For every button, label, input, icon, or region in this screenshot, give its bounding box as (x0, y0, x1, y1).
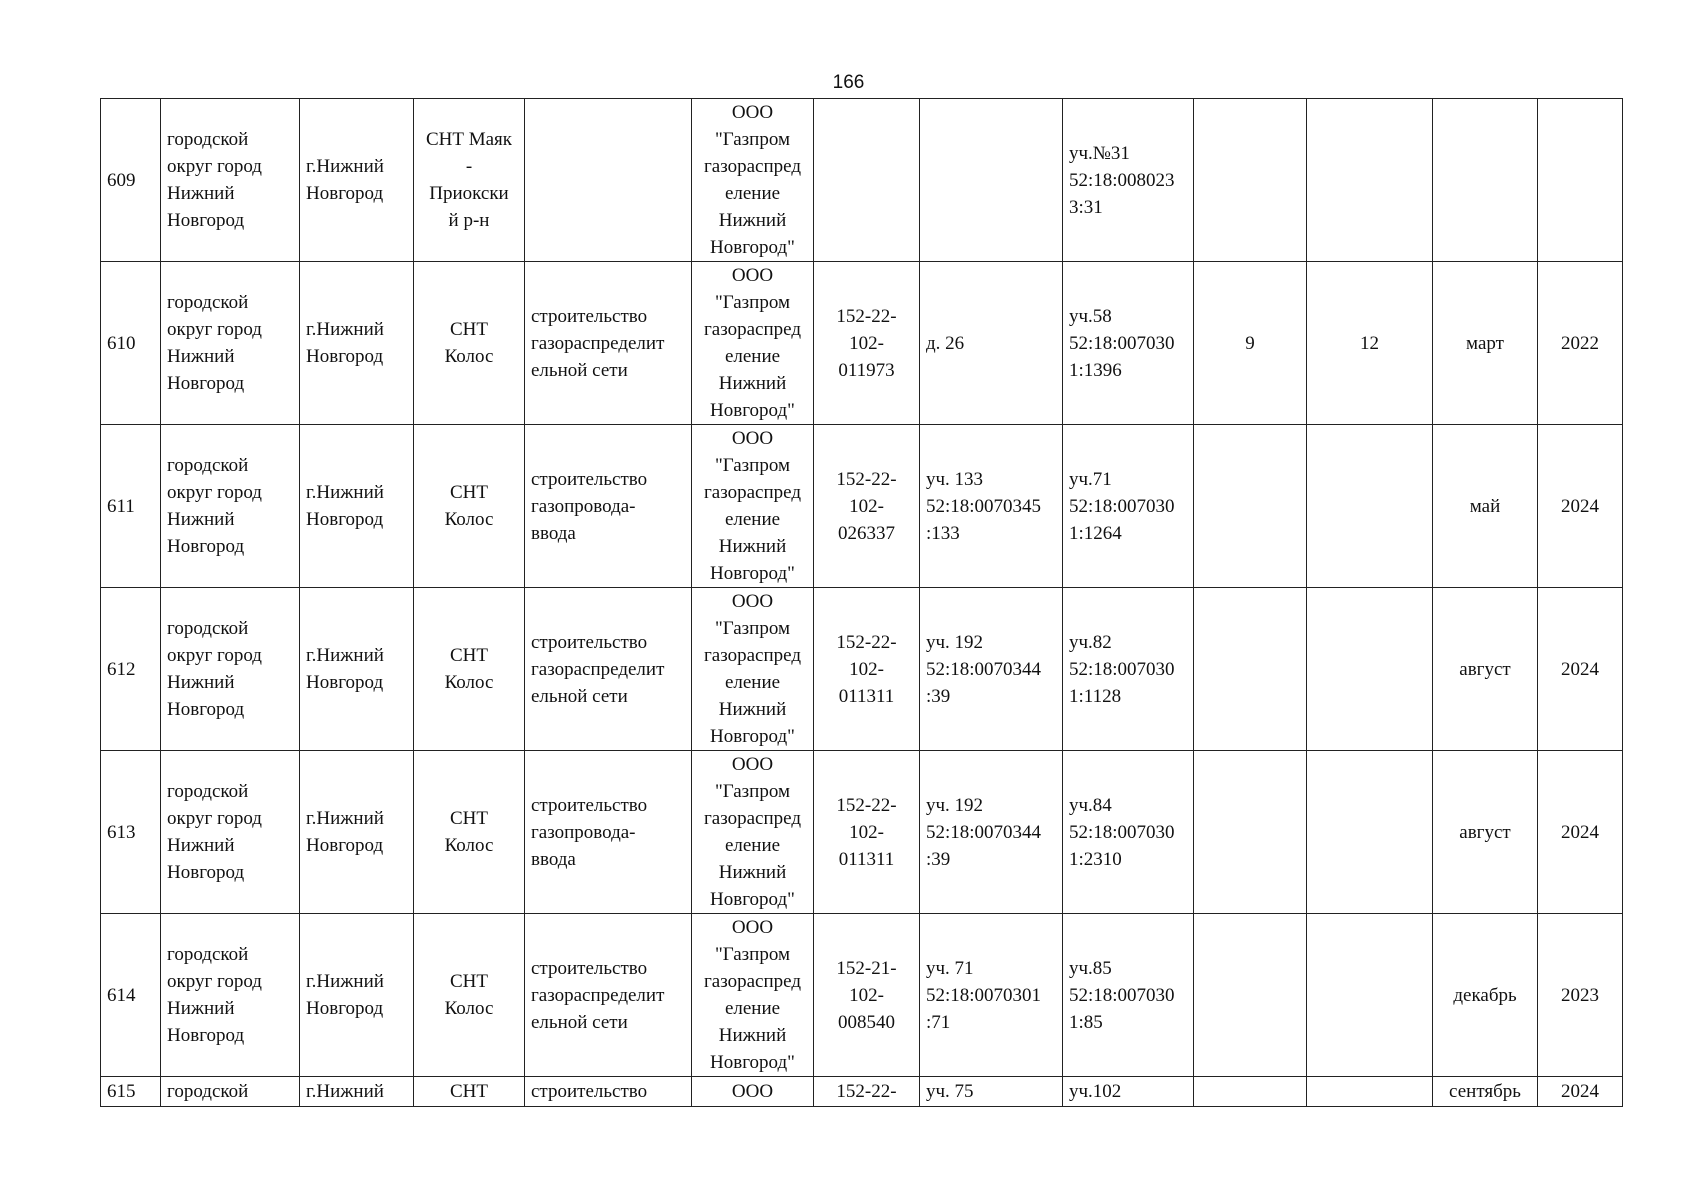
snt-name: СНТ Маяк - Приокски й р-н (425, 129, 513, 231)
municipal-district: городской округ город Нижний Новгород (167, 455, 262, 557)
year: 2024 (1538, 425, 1623, 588)
year: 2024 (1538, 1077, 1623, 1107)
municipal-district: городской (161, 1077, 300, 1107)
municipal-district: городской округ город Нижний Новгород (167, 618, 262, 720)
settlement: г.Нижний Новгород (306, 319, 384, 367)
table-row (101, 751, 1623, 914)
value-col-10 (1194, 425, 1307, 588)
work-type: строительство газораспределит ельной сети (531, 957, 665, 1033)
settlement: г.Нижний Новгород (306, 971, 384, 1019)
settlement: г.Нижний Новгород (306, 482, 384, 530)
connection-source: д. 26 (926, 332, 965, 354)
table-row (101, 262, 1623, 425)
municipal-district: городской округ город Нижний Новгород (167, 944, 262, 1046)
target-plot: уч.58 52:18:007030 1:1396 (1069, 305, 1175, 381)
year: 2023 (1538, 914, 1623, 1077)
value-col-11 (1307, 1077, 1433, 1107)
snt-name: СНТ Колос (444, 645, 494, 693)
connection-source: уч. 133 52:18:0070345 :133 (926, 468, 1042, 544)
table-row (101, 99, 1623, 262)
year (1538, 99, 1623, 262)
snt-name: СНТ Колос (444, 808, 494, 856)
page-number: 166 (832, 72, 865, 93)
target-plot: уч.85 52:18:007030 1:85 (1069, 957, 1175, 1033)
application-number: 152-22- 102- 011973 (836, 305, 897, 381)
settlement: г.Нижний Новгород (306, 808, 384, 856)
target-plot: уч.№31 52:18:008023 3:31 (1069, 142, 1175, 218)
row-number: 614 (101, 914, 161, 1077)
target-plot: уч.102 (1063, 1077, 1194, 1107)
organization: ООО "Газпром газораспред еление Нижний Новгород" (703, 591, 801, 747)
organization: ООО "Газпром газораспред еление Нижний Новгород" (703, 102, 801, 258)
work-type: строительство (525, 1077, 692, 1107)
row-number: 613 (101, 751, 161, 914)
target-plot: уч.82 52:18:007030 1:1128 (1069, 631, 1175, 707)
value-col-10 (1194, 588, 1307, 751)
organization: ООО "Газпром газораспред еление Нижний Новгород" (703, 917, 801, 1073)
value-col-11 (1307, 588, 1433, 751)
snt-name: СНТ (414, 1077, 525, 1107)
value-col-10 (1194, 99, 1307, 262)
connection-source: уч. 75 (920, 1077, 1063, 1107)
row-number: 610 (101, 262, 161, 425)
settlement: г.Нижний Новгород (306, 156, 384, 204)
connection-source: уч. 71 52:18:0070301 :71 (926, 957, 1042, 1033)
work-type: строительство газораспределит ельной сети (531, 305, 665, 381)
connection-source: уч. 192 52:18:0070344 :39 (926, 631, 1042, 707)
municipal-district: городской округ город Нижний Новгород (167, 292, 262, 394)
month: март (1433, 262, 1538, 425)
value-col-10: 9 (1194, 262, 1307, 425)
value-col-11 (1307, 425, 1433, 588)
municipal-district: городской округ город Нижний Новгород (167, 129, 262, 231)
month: август (1433, 588, 1538, 751)
month: сентябрь (1433, 1077, 1538, 1107)
application-number: 152-22- (814, 1077, 920, 1107)
year: 2024 (1538, 588, 1623, 751)
work-type: строительство газопровода- ввода (531, 468, 648, 544)
register-table (100, 98, 1623, 1107)
month: май (1433, 425, 1538, 588)
table-row (101, 425, 1623, 588)
snt-name: СНТ Колос (444, 482, 494, 530)
value-col-11: 12 (1307, 262, 1433, 425)
connection-source: уч. 192 52:18:0070344 :39 (926, 794, 1042, 870)
value-col-11 (1307, 99, 1433, 262)
target-plot: уч.71 52:18:007030 1:1264 (1069, 468, 1175, 544)
organization: ООО "Газпром газораспред еление Нижний Новгород" (703, 754, 801, 910)
snt-name: СНТ Колос (444, 319, 494, 367)
row-number: 612 (101, 588, 161, 751)
table-row (101, 1077, 1623, 1107)
target-plot: уч.84 52:18:007030 1:2310 (1069, 794, 1175, 870)
value-col-10 (1194, 751, 1307, 914)
value-col-11 (1307, 751, 1433, 914)
year: 2024 (1538, 751, 1623, 914)
row-number: 609 (101, 99, 161, 262)
municipal-district: городской округ город Нижний Новгород (167, 781, 262, 883)
work-type: строительство газопровода- ввода (531, 794, 648, 870)
value-col-10 (1194, 914, 1307, 1077)
value-col-11 (1307, 914, 1433, 1077)
application-number: 152-21- 102- 008540 (836, 957, 897, 1033)
year: 2022 (1538, 262, 1623, 425)
settlement: г.Нижний (300, 1077, 414, 1107)
month: август (1433, 751, 1538, 914)
application-number: 152-22- 102- 011311 (836, 794, 897, 870)
table-row (101, 588, 1623, 751)
organization: ООО (692, 1077, 814, 1107)
application-number: 152-22- 102- 011311 (836, 631, 897, 707)
application-number: 152-22- 102- 026337 (836, 468, 897, 544)
row-number: 611 (101, 425, 161, 588)
organization: ООО "Газпром газораспред еление Нижний Новгород" (703, 428, 801, 584)
row-number: 615 (101, 1077, 161, 1107)
value-col-10 (1194, 1077, 1307, 1107)
settlement: г.Нижний Новгород (306, 645, 384, 693)
table-row (101, 914, 1623, 1077)
snt-name: СНТ Колос (444, 971, 494, 1019)
organization: ООО "Газпром газораспред еление Нижний Новгород" (703, 265, 801, 421)
month: декабрь (1433, 914, 1538, 1077)
work-type: строительство газораспределит ельной сети (531, 631, 665, 707)
month (1433, 99, 1538, 262)
